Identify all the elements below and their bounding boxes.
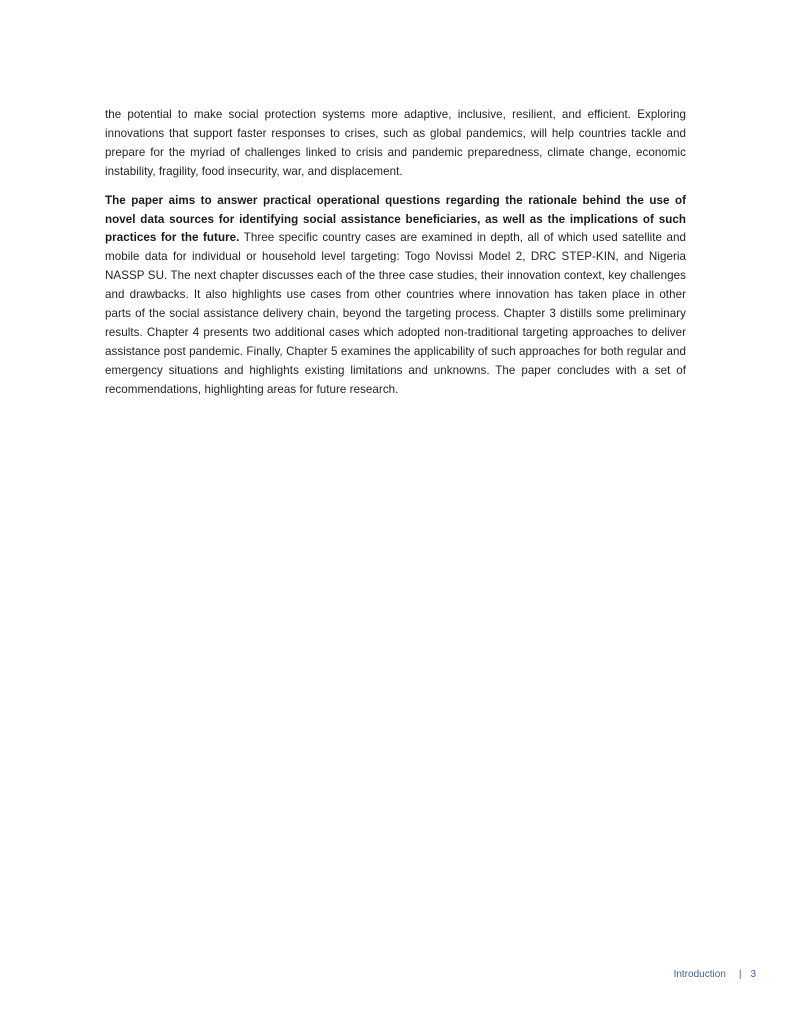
page-footer bbox=[674, 969, 756, 980]
footer-separator: | bbox=[738, 969, 742, 980]
paragraph-continuation: the potential to make social protection systems more adaptive, inclusive, resilient, and efficient. Exploring innovations that support faster responses to crises, such as global pandemics, will help countries tackle and prepare for the myriad of challenges linked to crisis and pandemic preparedness, climate change, economic instability, fragility, food insecurity, war, and displacement. bbox=[105, 108, 686, 178]
paragraph-body: Three specific country cases are examined in depth, all of which used satellite and mobile data for individual or household level targeting: Togo Novissi Model 2, DRC STEP-KIN, and Nigeria NASSP SU. The next chapter discusses each of the three case studies, their innovation context, key challenges and drawbacks. It also highlights use cases from other countries where innovation has taken place in other parts of the social assistance delivery chain, beyond the targeting process. Chapter 3 distills some preliminary results. Chapter 4 presents two additional cases which adopted non-traditional targeting approaches to deliver assistance post pandemic. Finally, Chapter 5 examines the applicability of such approaches for both regular and emergency situations and highlights existing limitations and unknowns. The paper concludes with a set of recommendations, highlighting areas for future research. bbox=[105, 231, 686, 396]
paragraph-lead-bold: The paper aims to answer practical operational questions regarding the rationale behind the use of novel data sources for identifying social assistance beneficiaries, as well as the implications of such practices for the future. bbox=[105, 193, 686, 245]
paragraph-paper-aims bbox=[105, 192, 686, 400]
page-number: 3 bbox=[750, 969, 756, 980]
main-content bbox=[105, 106, 686, 400]
footer-section-label: Introduction bbox=[673, 969, 726, 980]
